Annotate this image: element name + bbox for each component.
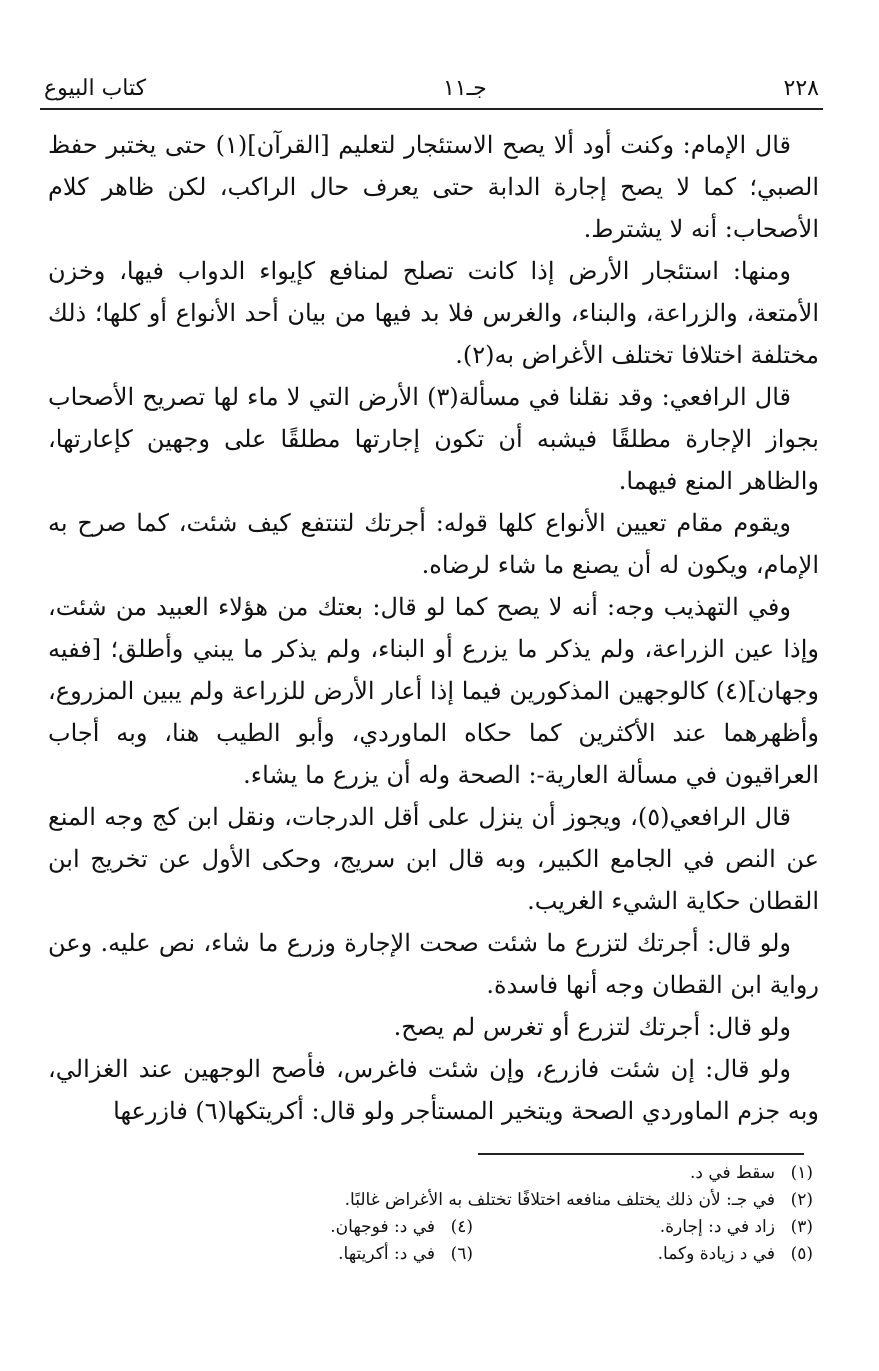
footnote-text: في د: أكريتها. [338,1244,435,1264]
footnote [330,1214,473,1241]
running-header [44,60,819,104]
footnote-number: (٢) [790,1190,813,1210]
footnote-number: (٤) [450,1217,473,1237]
footnote-number: (١) [790,1163,813,1183]
footnote-number: (٦) [450,1244,473,1264]
footnote-row [120,1160,813,1187]
paragraph: ومنها: استئجار الأرض إذا كانت تصلح لمنافع كإيواء الدواب فيها، وخزن الأمتعة، والزراعة، والبناء، والغرس فلا بد فيها من بيان أحد الأنواع أو كلها؛ ذلك مختلفة اختلافا تختلف الأغراض به(٢). [48,257,819,369]
footnotes [120,1160,813,1268]
footnote-rule [478,1153,804,1155]
paragraph: ولو قال: أجرتك لتزرع أو تغرس لم يصح. [393,1013,791,1041]
paragraph: قال الإمام: وكنت أود ألا يصح الاستئجار لتعليم [القرآن](١) حتى يختبر حفظ الصبي؛ كما لا يصح إجارة الدابة حتى يعرف حال الراكب، لكن ظاهر كلام الأصحاب: أنه لا يشترط. [48,131,819,243]
main-text [48,124,819,1132]
header-rule [40,108,823,110]
footnote-row [120,1214,813,1241]
volume-label: جـ١١ [442,76,487,101]
paragraph: ولو قال: إن شئت فازرع، وإن شئت فاغرس، فأصح الوجهين عند الغزالي، وبه جزم الماوردي الصحة ويتخير المستأجر ولو قال: أكريتكها(٦) فازرعها [48,1055,819,1125]
footnote [338,1241,473,1268]
paragraph: ولو قال: أجرتك لتزرع ما شئت صحت الإجارة وزرع ما شاء، نص عليه. وعن رواية ابن القطان وجه أنها فاسدة. [48,929,819,999]
footnote-text: في د: فوجهان. [330,1217,435,1237]
footnote-number: (٥) [790,1244,813,1264]
paragraph: ويقوم مقام تعيين الأنواع كلها قوله: أجرتك لتنتفع كيف شئت، كما صرح به الإمام، ويكون له أن يصنع ما شاء لرضاه. [48,509,819,579]
footnote-text: زاد في د: إجارة. [659,1217,775,1237]
paragraph: قال الرافعي: وقد نقلنا في مسألة(٣) الأرض التي لا ماء لها تصريح الأصحاب بجواز الإجارة مطلقًا فيشبه أن تكون إجارتها مطلقًا على وجهين كإعارتها، والظاهر المنع فيهما. [48,383,819,495]
footnote [513,1214,813,1241]
footnote-number: (٣) [790,1217,813,1237]
paragraph: وفي التهذيب وجه: أنه لا يصح كما لو قال: بعتك من هؤلاء العبيد من شئت، وإذا عين الزراعة، ولم يذكر ما يزرع أو البناء، ولم يذكر ما يبني وأطلق؛ [ففيه وجهان](٤) كالوجهين المذكورين فيما إذا أعار الأرض للزراعة ولم يبين المزروع، وأظهرهما عند الأكثرين كما حكاه الماوردي، وأبو الطيب هنا، وبه أجاب العراقيون في مسألة العارية-: الصحة وله أن يزرع ما يشاء. [48,593,819,789]
footnote-row [120,1187,813,1214]
book-title: كتاب البيوع [44,76,147,101]
footnote-row [120,1241,813,1268]
footnote-text: سقط في د. [689,1163,775,1183]
footnote [513,1241,813,1268]
page-number: ٢٢٨ [783,76,819,101]
footnote [690,1160,813,1187]
footnote-text: في جـ: لأن ذلك يختلف منافعه اختلافًا تختلف به الأغراض غالبًا. [344,1190,775,1210]
footnote [345,1187,813,1214]
paragraph: قال الرافعي(٥)، ويجوز أن ينزل على أقل الدرجات، ونقل ابن كج وجه المنع عن النص في الجامع الكبير، وبه قال ابن سريج، وحكى الأول عن تخريج ابن القطان حكاية الشيء الغريب. [48,803,820,915]
footnote-text: في د زيادة وكما. [657,1244,775,1264]
